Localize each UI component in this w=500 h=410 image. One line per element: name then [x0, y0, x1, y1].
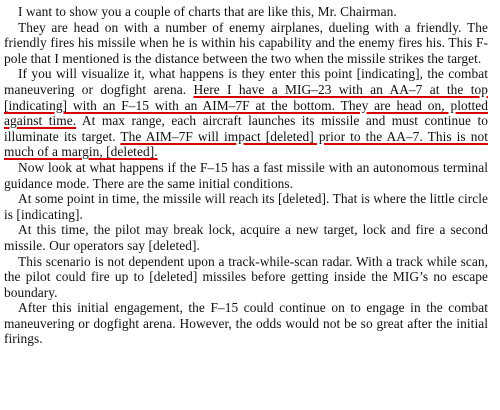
text-segment: Now look at what happens if the F–15 has a fast missile with an autonomous terminal guidance mode. There are the same initial conditions.	[4, 159, 488, 191]
paragraph-4	[4, 160, 488, 191]
underlined-text-mig23: Here I have a MIG–23 with an AA–7 at the top [indicating] with an F–15 with an AIM–7F at the bottom. They are head on, plotted against time.	[4, 81, 488, 129]
text-segment: After this initial engagement, the F–15 could continue on to engage in the combat maneuvering or dogfight arena. However, the odds would not be so great after the initial firings.	[4, 300, 488, 347]
paragraph-5	[4, 191, 488, 222]
text-segment: At max range, each aircraft launches its missile and must continue to illuminate its target.	[4, 113, 488, 144]
text-segment: If you will visualize it, what happens is they enter this point [indicating], the combat maneuvering or dogfight arena.	[4, 66, 488, 97]
paragraph-1	[4, 4, 488, 20]
text-segment: This scenario is not dependent upon a track-while-scan radar. With a track while scan, the pilot could fire up to [deleted] missiles before getting inside the MIG’s no escape boundary.	[4, 253, 488, 300]
text-segment: They are head on with a number of enemy airplanes, dueling with a friendly. The friendly fires his missile when he is within his capability and the enemy fires his. This F-pole that I mentioned is the distance between the two when the missile strikes the target.	[4, 19, 488, 66]
paragraph-8	[4, 300, 488, 347]
text-segment: At some point in time, the missile will reach its [deleted]. That is where the little circle is [indicating].	[4, 191, 488, 222]
text-segment: I want to show you a couple of charts that are like this, Mr. Chairman.	[18, 4, 397, 19]
paragraph-3	[4, 66, 488, 160]
paragraph-2	[4, 20, 488, 67]
paragraph-6	[4, 222, 488, 253]
underlined-text-aim7f: The AIM–7F will impact [deleted] prior to the AA–7. This is not much of a margin, [deleted].	[4, 128, 488, 160]
paragraph-7	[4, 254, 488, 301]
text-segment: At this time, the pilot may break lock, acquire a new target, lock and fire a second missile. Our operators say [deleted].	[4, 222, 488, 253]
